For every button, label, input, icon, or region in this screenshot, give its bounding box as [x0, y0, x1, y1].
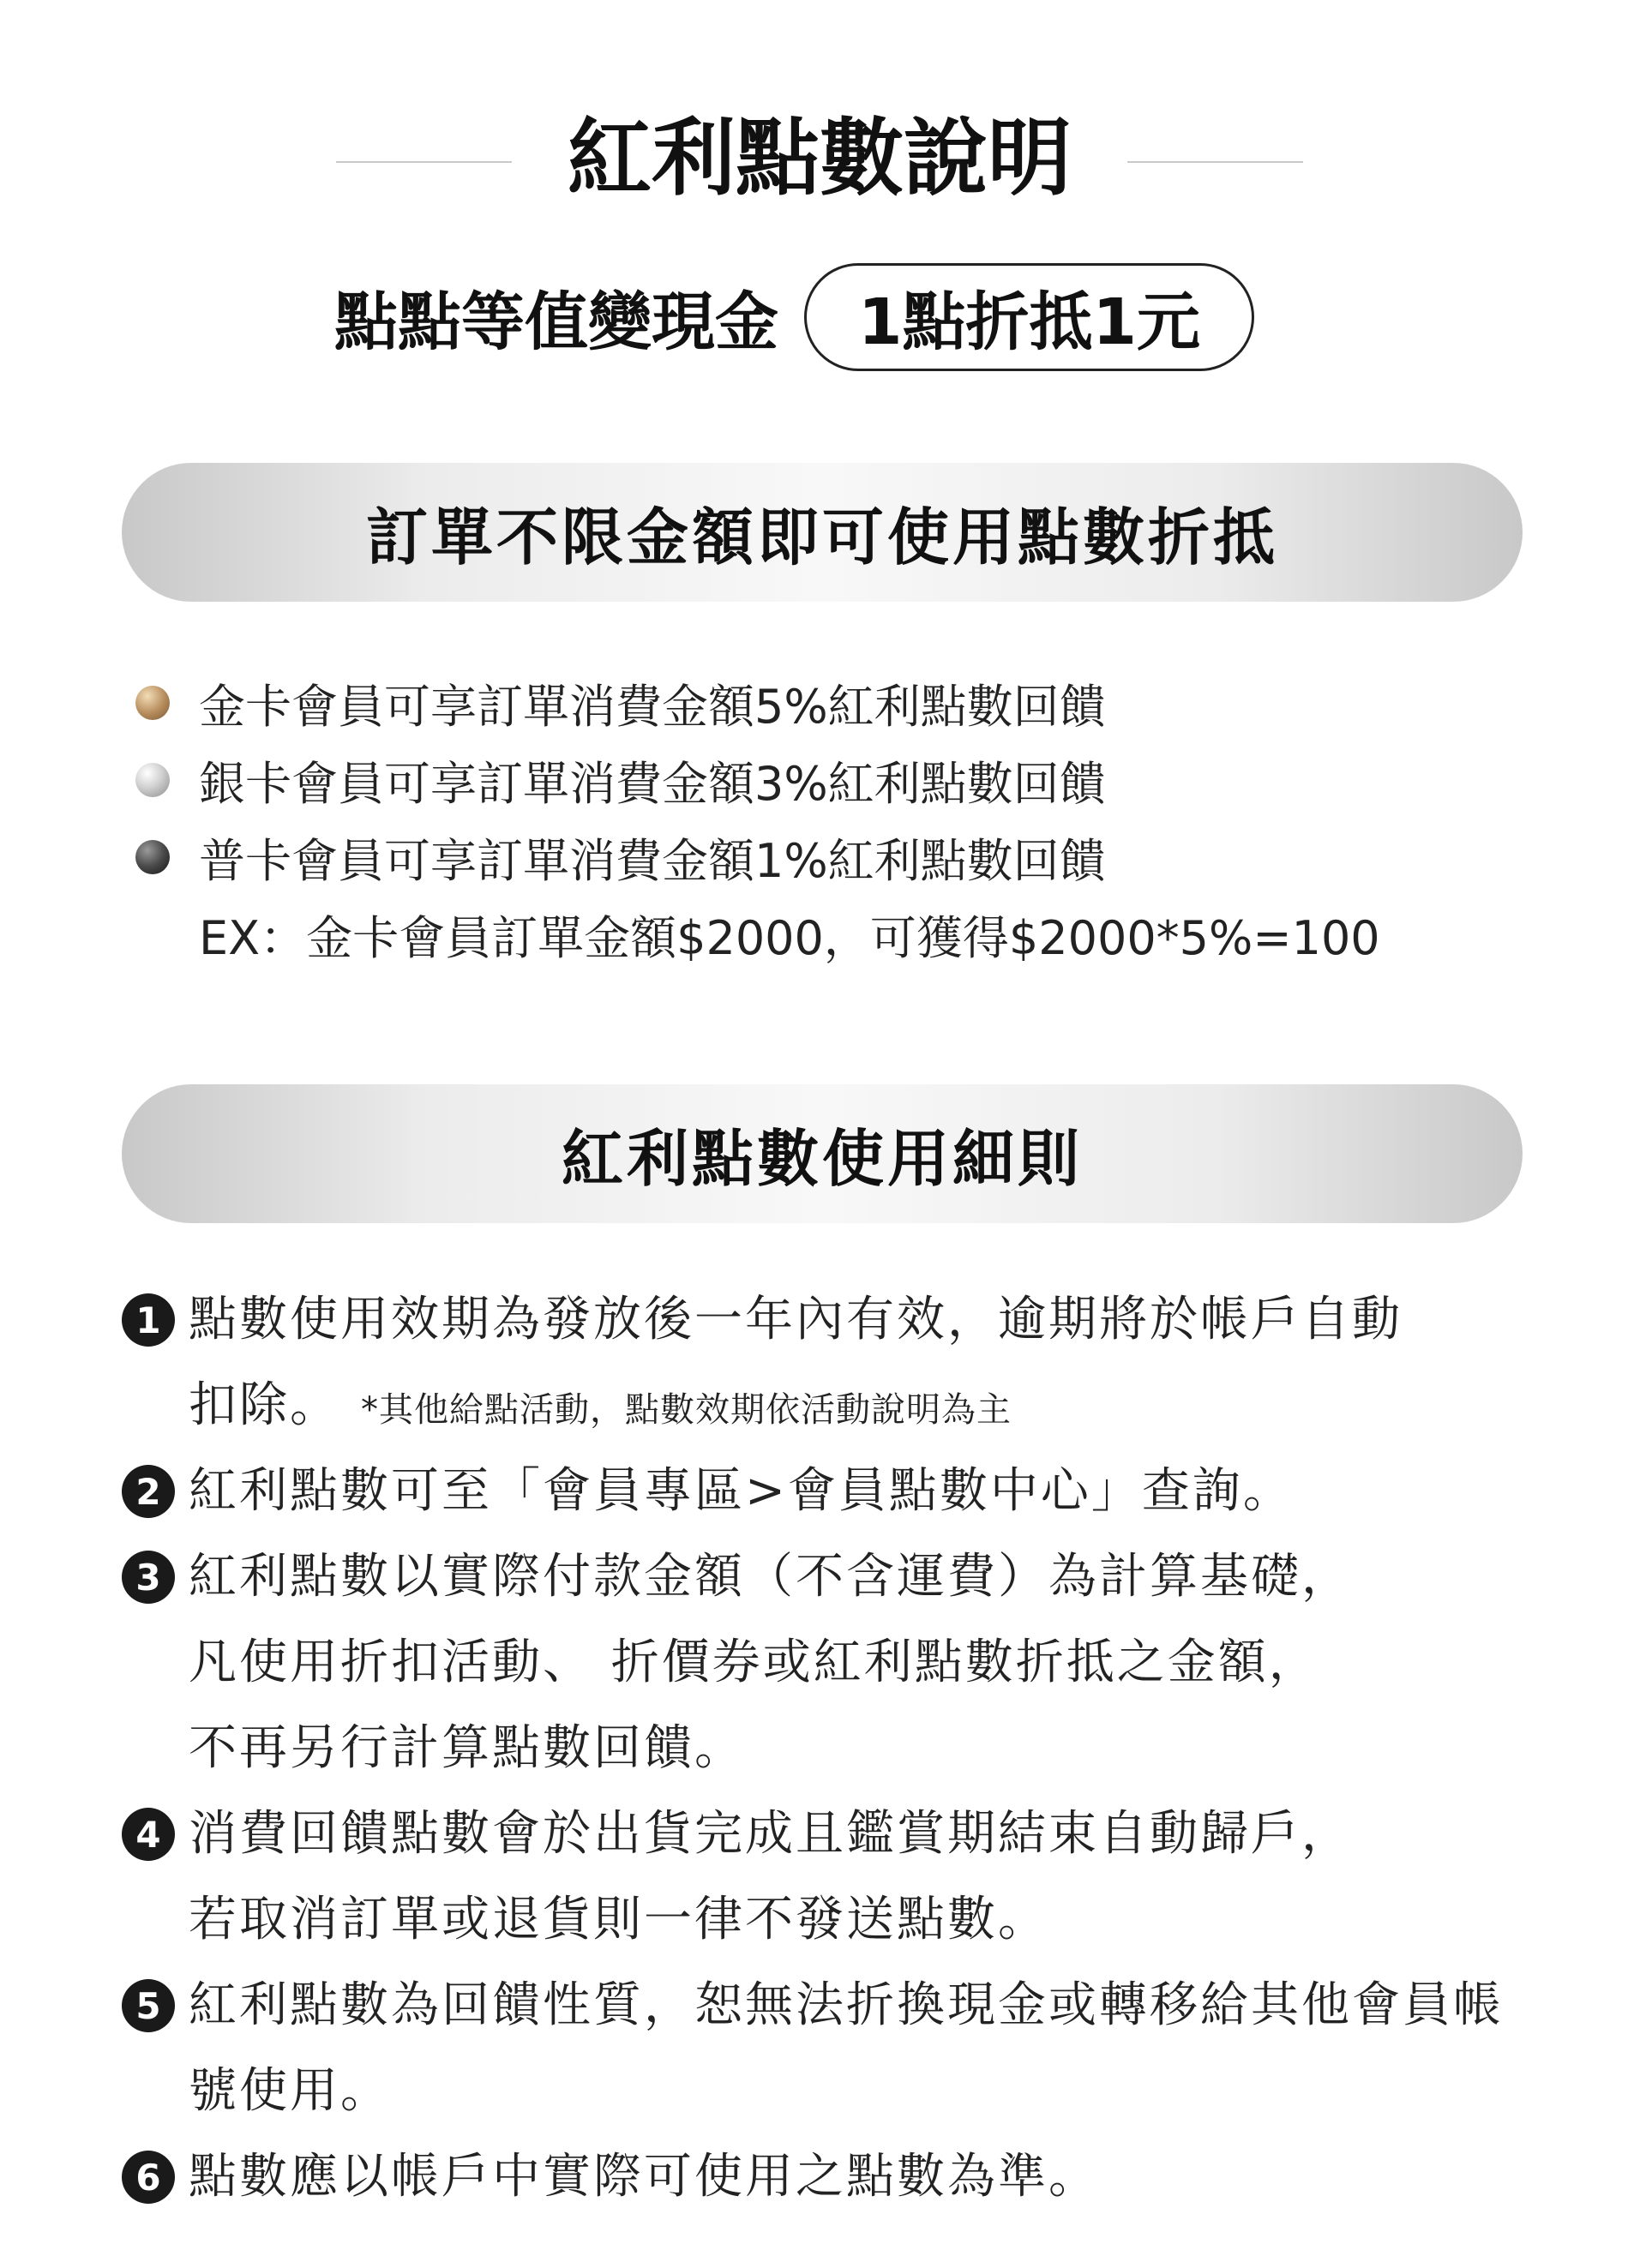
rule-number-5: 5 — [122, 1979, 175, 2032]
standard-dot-icon — [135, 840, 170, 874]
section-heading-usage: 訂單不限金額即可使用點數折抵 — [122, 463, 1523, 602]
rule-body-2 — [189, 1449, 1294, 1534]
rule-body-6 — [189, 2134, 1099, 2220]
example-text: EX：金卡會員訂單金額$2000，可獲得$2000*5%=100 — [199, 910, 1380, 965]
rule-number-2: 2 — [122, 1465, 175, 1518]
rule-body-4 — [189, 1791, 1352, 1963]
rule-body-5 — [189, 1963, 1504, 2134]
rule-line — [189, 1363, 1403, 1449]
gold-dot-icon — [135, 686, 170, 720]
subtitle-row — [334, 261, 1254, 373]
rule-line: 不再另行計算點數回饋。 — [189, 1720, 745, 1776]
tier-item-standard — [135, 819, 1593, 896]
tier-text-gold: 金卡會員可享訂單消費金額5%紅利點數回饋 — [199, 679, 1106, 734]
rule-number-6: 6 — [122, 2151, 175, 2204]
rule-body-1 — [189, 1277, 1403, 1449]
rule-line: 若取消訂單或退貨則一律不發送點數。 — [189, 1892, 1048, 1947]
rule-item-5 — [122, 1963, 1579, 2134]
rule-line: 紅利點數可至「會員專區>會員點數中心」查詢。 — [189, 1463, 1294, 1519]
tier-text-standard: 普卡會員可享訂單消費金額1%紅利點數回饋 — [199, 833, 1106, 888]
rule-item-1 — [122, 1277, 1579, 1449]
title-row — [0, 103, 1646, 214]
rule-line: 點數使用效期為發放後一年內有效，逾期將於帳戶自動 — [189, 1292, 1403, 1347]
tier-list — [135, 664, 1593, 973]
rule-note: *其他給點活動，點數效期依活動說明為主 — [361, 1390, 1012, 1430]
subtitle: 點點等值變現金 — [334, 285, 778, 359]
rule-number-3: 3 — [122, 1551, 175, 1604]
rule-item-4 — [122, 1791, 1579, 1963]
rule-item-3 — [122, 1534, 1579, 1791]
title-divider-right — [1127, 161, 1303, 163]
rule-line: 凡使用折扣活動、 折價券或紅利點數折抵之金額， — [189, 1635, 1319, 1690]
rule-number-1: 1 — [122, 1293, 175, 1347]
rules-list — [122, 1277, 1579, 2220]
tier-item-gold — [135, 664, 1593, 741]
title-divider-left — [336, 161, 512, 163]
rule-body-3 — [189, 1534, 1352, 1791]
rate-badge: 1點折抵1元 — [804, 263, 1254, 371]
rule-line: 紅利點數為回饋性質，恕無法折換現金或轉移給其他會員帳 — [189, 1977, 1504, 2033]
rule-line: 紅利點數以實際付款金額（不含運費）為計算基礎， — [189, 1549, 1352, 1605]
rule-line: 消費回饋點數會於出貨完成且鑑賞期結束自動歸戶， — [189, 1806, 1352, 1862]
section-heading-rules: 紅利點數使用細則 — [122, 1084, 1523, 1223]
rule-line-text: 扣除。 — [189, 1377, 340, 1433]
tier-item-silver — [135, 741, 1593, 819]
rule-line: 點數應以帳戶中實際可使用之點數為準。 — [189, 2149, 1099, 2205]
rule-line: 號使用。 — [189, 2063, 391, 2119]
tier-text-silver: 銀卡會員可享訂單消費金額3%紅利點數回饋 — [199, 756, 1106, 811]
silver-dot-icon — [135, 763, 170, 797]
rule-number-4: 4 — [122, 1808, 175, 1861]
rule-item-6 — [122, 2134, 1579, 2220]
rule-item-2 — [122, 1449, 1579, 1534]
page-title: 紅利點數說明 — [567, 110, 1072, 207]
